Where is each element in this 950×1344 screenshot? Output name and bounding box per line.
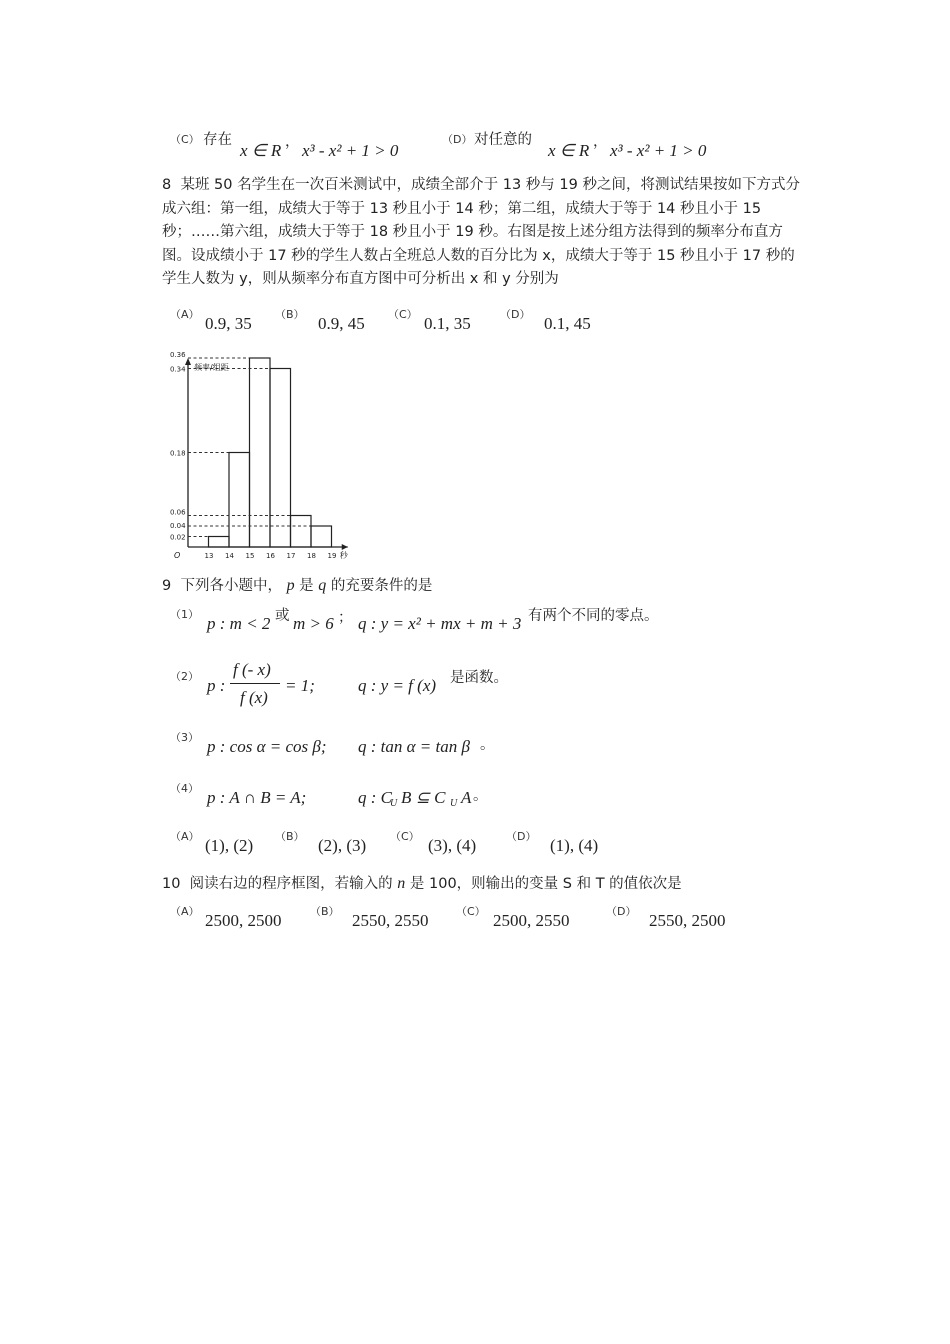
x-tick-label-17: 17 (286, 552, 296, 560)
q9-option-b-value: (2), (3) (318, 836, 367, 855)
q9-item-2-denominator: f (x) (240, 688, 268, 707)
q9-item-1-q: q : y = x² + mx + m + 3 (358, 614, 522, 633)
q7-option-d-math2: x³ - x² + 1 > 0 (610, 141, 707, 160)
x-tick-label-16: 16 (266, 552, 275, 560)
q8-question (162, 174, 802, 292)
q7-option-c-math1: x ∈ R (240, 141, 282, 160)
q9-option-c-value: (3), (4) (428, 836, 477, 855)
q8-option-c-label: （C） (388, 308, 418, 321)
y-tick-label-0-34: 0.34 (170, 365, 186, 374)
x-tick-label-18: 18 (307, 552, 316, 560)
q9-item-4-sub1: U (390, 798, 398, 809)
q10-option-d-label: （D） (606, 905, 637, 918)
histogram-bar-5 (291, 516, 312, 548)
x-tick-label-14: 14 (225, 552, 234, 560)
q10-option-c-value: 2500, 2550 (493, 911, 570, 930)
q9-item-1-p: p : m < 2 (207, 614, 271, 633)
q9-item-2-fraction-bar (230, 683, 280, 684)
q7-option-c-math2: x³ - x² + 1 > 0 (302, 141, 399, 160)
q10-number: 10 (162, 876, 181, 892)
q9-item-4-q-mid: B ⊆ C (401, 788, 446, 807)
y-tick-label-0-18: 0.18 (170, 449, 186, 458)
q9-item-3-label: （3） (170, 731, 199, 744)
q9-question (162, 574, 432, 595)
q9-item-3-p: p : cos α = cos β; (207, 737, 327, 756)
q9-text-mid: 是 (299, 578, 314, 594)
q9-text-pre: 下列各小题中， (180, 578, 282, 594)
y-tick-label-0-06: 0.06 (170, 508, 186, 517)
x-tick-label-15: 15 (245, 552, 255, 560)
q8-option-a-value: 0.9, 35 (205, 314, 252, 333)
q9-item-2-p-prefix: p : (207, 676, 226, 695)
q9-option-a-value: (1), (2) (205, 836, 254, 855)
q8-option-b-label: （B） (275, 308, 305, 321)
q7-option-d-text: 对任意的 (474, 132, 532, 148)
q9-item-1-p2: m > 6 (293, 614, 334, 633)
q9-item-4-q-start: q : C (358, 788, 392, 807)
q9-item-1-label: （1） (170, 608, 199, 621)
q10-option-d-value: 2550, 2500 (649, 911, 726, 930)
q9-item-1-semi: ； (338, 610, 353, 626)
q9-item-4-label: （4） (170, 782, 199, 795)
q10-option-b-label: （B） (310, 905, 340, 918)
q8-option-d-label: （D） (500, 308, 531, 321)
q7-option-d-comma: ， (593, 134, 608, 150)
q9-option-b-label: （B） (275, 830, 305, 843)
x-tick-label-13: 13 (204, 552, 214, 560)
q9-q: q (318, 577, 327, 594)
q9-item-4-tail: 。 (473, 788, 488, 804)
q9-option-a-label: （A） (170, 830, 200, 843)
q10-text-pre: 阅读右边的程序框图，若输入的 (189, 876, 393, 892)
y-tick-label-0-36: 0.36 (170, 352, 186, 359)
q7-option-d-label: （D） (442, 133, 473, 146)
q9-text-post: 的充要条件的是 (330, 578, 433, 594)
q9-item-2-tail: 是函数。 (450, 670, 508, 686)
q7-option-d-math1: x ∈ R (548, 141, 590, 160)
q9-item-2-eq: = 1; (285, 676, 315, 695)
histogram-bar-4 (270, 369, 291, 548)
q8-option-d-value: 0.1, 45 (544, 314, 591, 333)
q9-item-3-q: q : tan α = tan β (358, 737, 470, 756)
q9-item-4-q-end: A (461, 788, 472, 807)
q8-number: 8 (162, 177, 172, 193)
q9-item-4-p: p : A ∩ B = A; (207, 788, 307, 807)
q9-item-2-numerator: f (- x) (233, 660, 271, 679)
q10-n: n (397, 875, 406, 892)
histogram-bar-1 (209, 537, 230, 548)
frequency-histogram (160, 352, 390, 567)
x-axis-label: 秒 (339, 551, 348, 560)
q9-number: 9 (162, 578, 172, 594)
q10-option-a-value: 2500, 2500 (205, 911, 282, 930)
q7-option-c-label: （C） (170, 133, 200, 146)
q9-item-4-sub2: U (450, 798, 458, 809)
q7-option-c-comma: ， (285, 134, 300, 150)
histogram-bar-2 (229, 453, 250, 548)
q10-text-post: 是 100，则输出的变量 S 和 T 的值依次是 (409, 876, 682, 892)
q9-item-3-tail: 。 (480, 737, 495, 753)
x-tick-label-19: 19 (327, 552, 337, 560)
x-axis-arrow (342, 544, 348, 550)
origin-label: O (174, 551, 181, 560)
y-tick-label-0-02: 0.02 (170, 533, 186, 542)
y-axis-label: 频率/组距 (194, 363, 229, 372)
q9-item-1-tail: 有两个不同的零点。 (528, 608, 659, 624)
q9-item-2-label: （2） (170, 670, 199, 683)
q9-option-d-label: （D） (506, 830, 537, 843)
q10-option-b-value: 2550, 2550 (352, 911, 429, 930)
y-axis-arrow (185, 358, 191, 365)
q9-item-1-or: 或 (275, 608, 290, 624)
q10-question (162, 872, 682, 893)
q9-p: p (286, 577, 295, 594)
q8-option-a-label: （A） (170, 308, 200, 321)
histogram-bar-6 (311, 526, 332, 547)
q8-option-c-value: 0.1, 35 (424, 314, 471, 333)
y-tick-label-0-04: 0.04 (170, 522, 186, 530)
q9-option-c-label: （C） (390, 830, 420, 843)
q10-option-c-label: （C） (456, 905, 486, 918)
q8-option-b-value: 0.9, 45 (318, 314, 365, 333)
q7-option-c-text: 存在 (203, 132, 232, 148)
q10-option-a-label: （A） (170, 905, 200, 918)
histogram-bar-3 (250, 358, 271, 547)
q8-text: 某班 50 名学生在一次百米测试中，成绩全部介于 13 秒与 19 秒之间，将测试结果按如下方式分成六组：第一组，成绩大于等于 13 秒且小于 14 秒；第二组，成绩大于等于 14 秒且小于 15 秒；……第六组，成绩大于等于 18 秒且小于 19 秒。右图是按上述分组方法得到的频率分布直方图。设成绩小于 17 秒的学生人数占全班总人数的百分比为 x，成绩大于等于 15 秒且小于 17 秒的学生人数为 y，则从频率分布直方图中可分析出 x 和 y 分别为 (162, 177, 800, 287)
q9-item-2-q: q : y = f (x) (358, 676, 437, 695)
q9-option-d-value: (1), (4) (550, 836, 599, 855)
